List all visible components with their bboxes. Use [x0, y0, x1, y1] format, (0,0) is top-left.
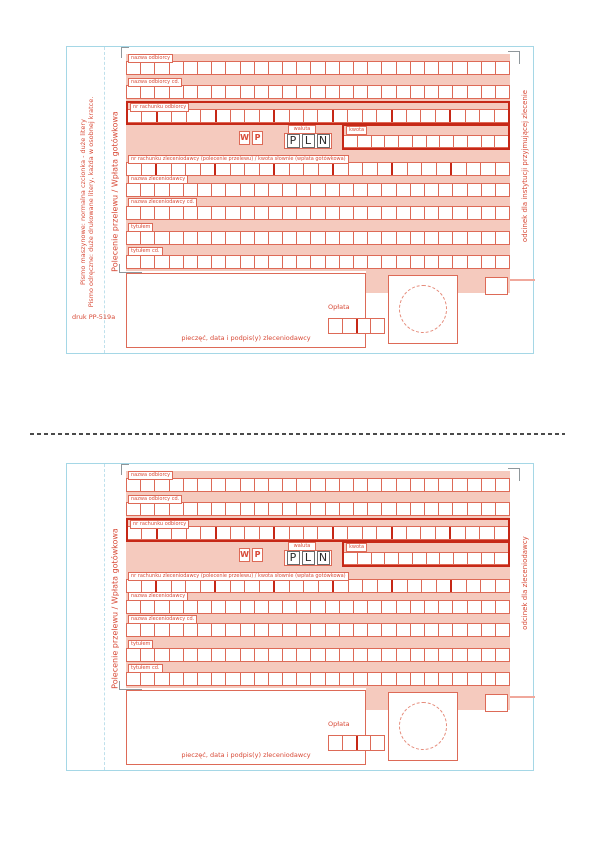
payer-account-boxes	[126, 162, 510, 176]
payment-title-boxes	[126, 648, 510, 662]
amount-boxes	[344, 135, 508, 148]
fee-boxes	[328, 318, 385, 334]
currency-char-n: N	[317, 134, 330, 148]
label-recipient-name: nazwa odbiorcy	[128, 471, 173, 480]
amount-box	[342, 541, 510, 567]
payer-name-boxes	[126, 600, 510, 614]
amount-box	[342, 124, 510, 150]
label-recipient-name: nazwa odbiorcy	[128, 54, 173, 63]
payment-form-copy-institution	[66, 46, 534, 354]
stamp-circle-placeholder	[399, 285, 447, 333]
payment-form-copy-payer	[66, 463, 534, 771]
payer-name-cont-boxes	[126, 206, 510, 220]
label-payment-title: tytułem	[128, 640, 153, 649]
currency-char-n: N	[317, 551, 330, 565]
payer-account-boxes	[126, 579, 510, 593]
currency-char-p: P	[287, 134, 300, 148]
amount-boxes	[344, 552, 508, 565]
label-amount: kwota	[346, 543, 367, 552]
label-fee: Opłata	[328, 720, 350, 728]
label-payment-title-cont: tytułem cd.	[128, 664, 163, 673]
copy-designation: odcinek dla zleceniodawcy	[521, 536, 529, 630]
form-title: Polecenie przelewu / Wpłata gotówkowa	[110, 528, 120, 689]
stamp-box	[388, 692, 458, 761]
label-fee: Opłata	[328, 303, 350, 311]
currency-char-l: L	[302, 551, 315, 565]
recipient-account-box	[126, 518, 510, 542]
label-amount: kwota	[346, 126, 367, 135]
label-payment-title-cont: tytułem cd.	[128, 247, 163, 256]
currency-char-p: P	[287, 551, 300, 565]
label-payment-title: tytułem	[128, 223, 153, 232]
transfer-type-boxes	[239, 548, 263, 562]
label-currency: waluta	[288, 542, 316, 551]
label-payer-name: nazwa zleceniodawcy	[128, 175, 188, 184]
form-grid	[126, 54, 510, 271]
recipient-name-boxes	[126, 478, 510, 492]
currency-value-box	[284, 550, 332, 566]
label-currency: waluta	[288, 125, 316, 134]
fold-line	[104, 464, 105, 770]
signature-caption: pieczęć, data i podpis(y) zleceniodawcy	[181, 334, 311, 342]
separator-line	[510, 696, 535, 698]
payment-title-cont-boxes	[126, 672, 510, 686]
transfer-type-char-p: P	[252, 548, 263, 562]
label-payer-account-amount-words: nr rachunku zleceniodawcy (polecenie przelewu) / kwota słownie (wpłata gotówkowa)	[128, 155, 349, 164]
label-recipient-account: nr rachunku odbiorcy	[130, 103, 189, 112]
form-code: druk PP-519a	[72, 313, 116, 321]
transfer-type-char-w: W	[239, 548, 250, 562]
label-recipient-name-cont: nazwa odbiorcy cd.	[128, 495, 182, 504]
signature-caption: pieczęć, data i podpis(y) zleceniodawcy	[181, 751, 311, 759]
label-payer-account-amount-words: nr rachunku zleceniodawcy (polecenie przelewu) / kwota słownie (wpłata gotówkowa)	[128, 572, 349, 581]
typing-instructions-line2: Pismo odręczne: duże drukowane litery, każda w osobnej kratce.	[87, 96, 95, 308]
recipient-name-boxes	[126, 61, 510, 75]
label-payer-name-cont: nazwa zleceniodawcy cd.	[128, 615, 197, 624]
copy-designation: odcinek dla instytucji przyjmującej zlecenie	[521, 89, 529, 243]
payer-name-boxes	[126, 183, 510, 197]
label-payer-name: nazwa zleceniodawcy	[128, 592, 188, 601]
label-recipient-name-cont: nazwa odbiorcy cd.	[128, 78, 182, 87]
recipient-name-cont-boxes	[126, 85, 510, 99]
payment-title-cont-boxes	[126, 255, 510, 269]
form-title: Polecenie przelewu / Wpłata gotówkowa	[110, 111, 120, 272]
stamp-box	[388, 275, 458, 344]
form-grid	[126, 471, 510, 688]
currency-value-box	[284, 133, 332, 149]
payment-title-boxes	[126, 231, 510, 245]
transfer-type-boxes	[239, 131, 263, 145]
label-recipient-account: nr rachunku odbiorcy	[130, 520, 189, 529]
auxiliary-box	[485, 694, 508, 712]
fold-line	[104, 47, 105, 353]
typing-instructions-line1: Pismo maszynowe: normalna czcionka - duże litery	[79, 119, 87, 285]
stamp-circle-placeholder	[399, 702, 447, 750]
typing-instructions	[79, 62, 95, 342]
payer-name-cont-boxes	[126, 623, 510, 637]
currency-char-l: L	[302, 134, 315, 148]
separator-line	[510, 279, 535, 281]
cut-line	[30, 433, 565, 435]
transfer-type-char-w: W	[239, 131, 250, 145]
transfer-type-char-p: P	[252, 131, 263, 145]
fee-boxes	[328, 735, 385, 751]
recipient-name-cont-boxes	[126, 502, 510, 516]
recipient-account-box	[126, 101, 510, 125]
auxiliary-box	[485, 277, 508, 295]
label-payer-name-cont: nazwa zleceniodawcy cd.	[128, 198, 197, 207]
